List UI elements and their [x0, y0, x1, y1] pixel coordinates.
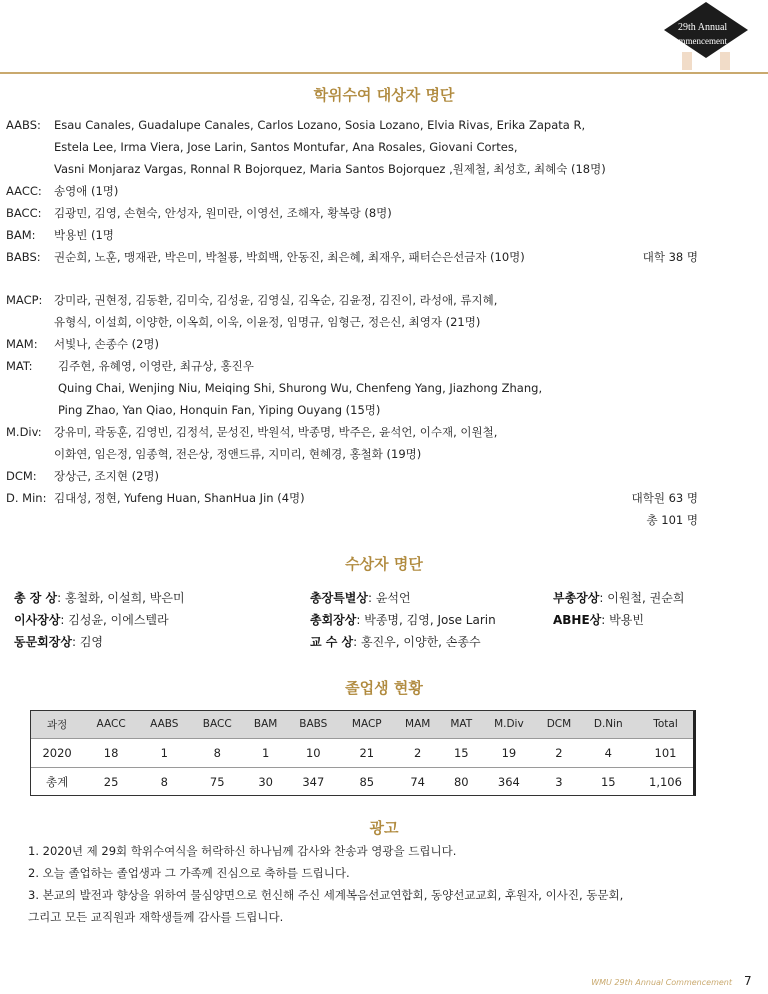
degree-names: Estela Lee, Irma Viera, Jose Larin, Santos Montufar, Ana Rosales, Giovani Cortes,: [54, 140, 518, 154]
award-label: 총장특별상: [310, 591, 368, 605]
degree-names: Ping Zhao, Yan Qiao, Honquin Fan, Yiping Ouyang (15명): [58, 403, 381, 417]
table-header: MAT: [441, 710, 481, 739]
degree-names: 김주현, 유혜영, 이영란, 최규상, 홍진우: [58, 359, 254, 373]
table-cell: 19: [482, 739, 537, 768]
table-header: BAM: [244, 710, 287, 739]
stats-title: 졸업생 현황: [345, 679, 423, 697]
table-cell: 75: [191, 768, 244, 797]
award-names: : 김영: [71, 635, 104, 649]
graduate-subtotal: 대학원 63 명: [631, 491, 698, 505]
table-cell: 21: [339, 739, 394, 768]
degree-names: Vasni Monjaraz Vargas, Ronnal R Bojorquez, Maria Santos Bojorquez ,원제철, 최성호, 최혜숙 (18명): [54, 162, 606, 176]
table-cell: 347: [287, 768, 339, 797]
award-names: : 홍진우, 이양한, 손종수: [353, 635, 481, 649]
degree-names: 유형식, 이설희, 이양한, 이옥희, 이욱, 이윤정, 임명규, 임형근, 정은신, 최영자 (21명): [54, 315, 481, 329]
page-number: 7: [744, 974, 752, 988]
table-cell: 80: [441, 768, 481, 797]
award-names: : 박종명, 김영, Jose Larin: [356, 613, 496, 627]
notice-item: 3. 본교의 발전과 향상을 위하여 물심양면으로 헌신해 주신 세계복음선교연합회, 동양선교교회, 후원자, 이사진, 동문회,: [28, 888, 624, 902]
table-cell: 1,106: [635, 768, 696, 797]
award-alumni: [14, 634, 103, 650]
award-label: 동문회장상: [14, 635, 72, 649]
award-label: 총회장상: [310, 613, 357, 627]
degree-code: BACC:: [6, 206, 42, 220]
degree-list-title: 학위수여 대상자 명단: [313, 86, 455, 104]
award-label: 이사장상: [14, 613, 61, 627]
badge-line1: 29th Annual: [678, 22, 728, 33]
table-cell: 총계: [30, 768, 84, 797]
table-row: [30, 739, 696, 768]
degree-code: M.Div:: [6, 425, 42, 439]
table-cell: 15: [582, 768, 635, 797]
table-header: AABS: [138, 710, 190, 739]
degree-names: 김대성, 정현, Yufeng Huan, ShanHua Jin (4명): [54, 491, 305, 505]
award-president: [14, 590, 185, 606]
award-abhe: [553, 612, 644, 628]
degree-code: AABS:: [6, 118, 41, 132]
table-cell: 1: [244, 739, 287, 768]
table-header: DCM: [536, 710, 581, 739]
table-cell: 1: [138, 739, 190, 768]
award-label: 총 장 상: [14, 591, 58, 605]
graduate-stats-table: [30, 710, 696, 796]
table-cell: 10: [287, 739, 339, 768]
award-president-special: [310, 590, 411, 606]
table-cell: 2: [394, 739, 441, 768]
award-faculty: [310, 634, 481, 650]
table-header: AACC: [84, 710, 138, 739]
award-label: ABHE상: [553, 613, 602, 627]
degree-names: 강유미, 곽동훈, 김영빈, 김정석, 문성진, 박원석, 박종명, 박주은, 윤석언, 이수재, 이원철,: [54, 425, 498, 439]
award-names: : 김성윤, 이에스텔라: [60, 613, 169, 627]
table-cell: 8: [191, 739, 244, 768]
degree-code: MACP:: [6, 293, 43, 307]
degree-names: 장상근, 조지현 (2명): [54, 469, 160, 483]
award-names: : 박용빈: [601, 613, 644, 627]
table-header: M.Div: [482, 710, 537, 739]
degree-names: 김광민, 김영, 손현숙, 안성자, 원미란, 이영선, 조해자, 황복랑 (8명): [54, 206, 392, 220]
degree-code: MAM:: [6, 337, 38, 351]
table-cell: 2: [536, 739, 581, 768]
degree-code: AACC:: [6, 184, 42, 198]
table-cell: 101: [635, 739, 696, 768]
table-cell: 364: [482, 768, 537, 797]
grand-total: 총 101 명: [646, 513, 698, 527]
degree-names: 권순희, 노훈, 맹재관, 박은미, 박철룡, 박희백, 안동진, 최은혜, 최재우, 패터슨은선금자 (10명): [54, 250, 525, 264]
header-rule: [0, 72, 768, 74]
table-header: 과정: [30, 710, 84, 739]
table-header: BABS: [287, 710, 339, 739]
table-header: BACC: [191, 710, 244, 739]
table-cell: 18: [84, 739, 138, 768]
footer-text: WMU 29th Annual Commencement: [591, 978, 732, 987]
table-cell: 2020: [30, 739, 84, 768]
table-cell: 8: [138, 768, 190, 797]
table-cell: 3: [536, 768, 581, 797]
table-header: Total: [635, 710, 696, 739]
award-label: 부총장상: [553, 591, 600, 605]
awards-title: 수상자 명단: [345, 555, 423, 573]
notice-item: 1. 2020년 제 29회 학위수여식을 허락하신 하나님께 감사와 찬송과 영광을 드립니다.: [28, 844, 457, 858]
table-cell: 74: [394, 768, 441, 797]
table-header: D.Nin: [582, 710, 635, 739]
table-cell: 4: [582, 739, 635, 768]
degree-names: 박용빈 (1명: [54, 228, 114, 242]
degree-names: 서빛나, 손종수 (2명): [54, 337, 160, 351]
award-label: 교 수 상: [310, 635, 354, 649]
award-vice-president: [553, 590, 684, 606]
college-subtotal: 대학 38 명: [642, 250, 698, 264]
table-row: [30, 768, 696, 797]
notice-title: 광고: [369, 819, 399, 837]
degree-code: BAM:: [6, 228, 36, 242]
notice-item: 그리고 모든 교직원과 재학생들께 감사를 드립니다.: [28, 910, 284, 924]
degree-names: 이화연, 임은정, 임종혁, 전은상, 정앤드류, 지미리, 현혜경, 홍철화 (19명): [54, 447, 422, 461]
badge-line2: Commencement: [668, 36, 727, 46]
award-chairman: [14, 612, 169, 628]
degree-code: MAT:: [6, 359, 33, 373]
table-header-row: [30, 710, 696, 739]
table-header: MACP: [339, 710, 394, 739]
award-names: : 이원철, 권순희: [599, 591, 685, 605]
degree-code: DCM:: [6, 469, 37, 483]
degree-names: 송영애 (1명): [54, 184, 119, 198]
table-cell: 15: [441, 739, 481, 768]
degree-code: BABS:: [6, 250, 41, 264]
degree-names: 강미라, 권현정, 김동환, 김미숙, 김성윤, 김영실, 김옥순, 김윤정, 김진이, 라성애, 류지혜,: [54, 293, 498, 307]
table-header: MAM: [394, 710, 441, 739]
table-cell: 25: [84, 768, 138, 797]
notice-item: 2. 오늘 졸업하는 졸업생과 그 가족께 진심으로 축하를 드립니다.: [28, 866, 350, 880]
table-cell: 30: [244, 768, 287, 797]
table-cell: 85: [339, 768, 394, 797]
award-names: : 윤석언: [367, 591, 411, 605]
award-names: : 홍철화, 이설희, 박은미: [57, 591, 185, 605]
degree-code: D. Min:: [6, 491, 47, 505]
degree-names: Esau Canales, Guadalupe Canales, Carlos Lozano, Sosia Lozano, Elvia Rivas, Erika Zapata R,: [54, 118, 586, 132]
award-general-assembly: [310, 612, 496, 628]
degree-names: Quing Chai, Wenjing Niu, Meiqing Shi, Shurong Wu, Chenfeng Yang, Jiazhong Zhang,: [58, 381, 543, 395]
